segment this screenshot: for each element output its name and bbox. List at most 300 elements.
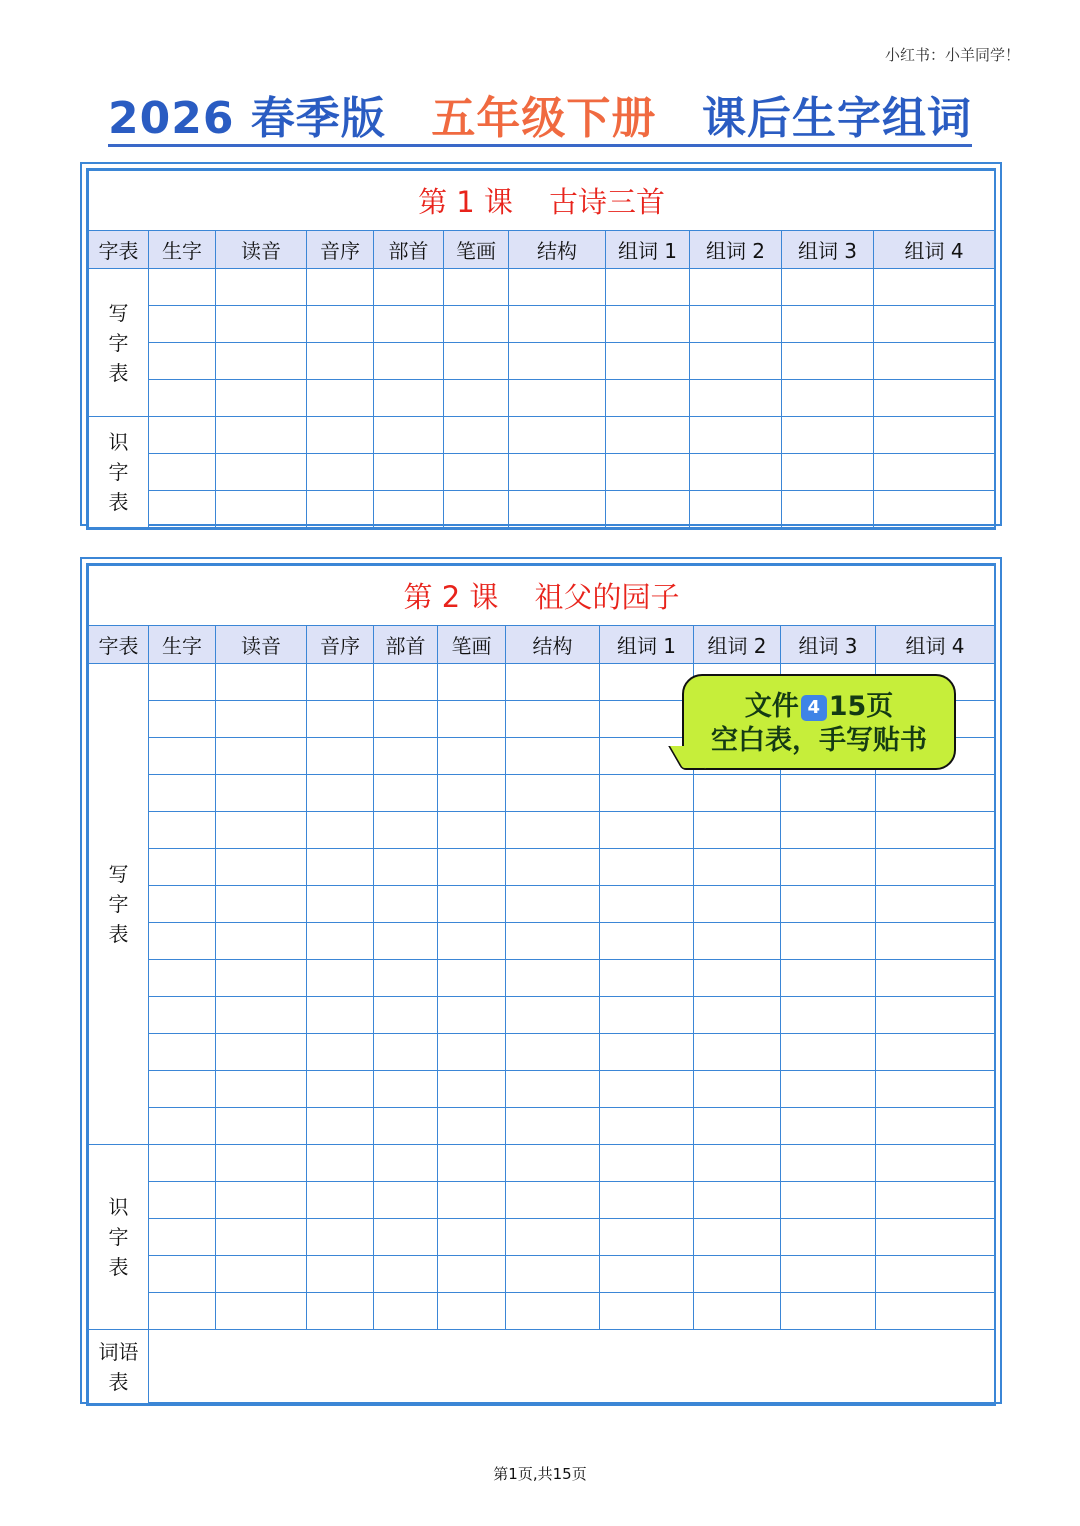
blank-cell[interactable] xyxy=(694,960,781,997)
blank-cell[interactable] xyxy=(149,1145,216,1182)
table-row xyxy=(89,1293,995,1330)
blank-cell[interactable] xyxy=(509,417,606,454)
blank-cell[interactable] xyxy=(444,269,509,306)
blank-cell[interactable] xyxy=(876,775,995,812)
lesson-1-sheet xyxy=(80,162,1002,526)
blank-cell[interactable] xyxy=(876,1219,995,1256)
blank-cell[interactable] xyxy=(438,1145,506,1182)
blank-cell[interactable] xyxy=(506,1182,600,1219)
blank-cell[interactable] xyxy=(444,417,509,454)
blank-cell[interactable] xyxy=(149,1293,216,1330)
blank-cell[interactable] xyxy=(690,343,782,380)
table-row xyxy=(89,380,995,417)
column-header: 笔画 xyxy=(444,231,509,269)
blank-cell[interactable] xyxy=(374,1219,438,1256)
blank-cell[interactable] xyxy=(876,1108,995,1145)
page-number: 第1页,共15页 xyxy=(493,1465,587,1483)
table-row xyxy=(89,1108,995,1145)
blank-cell[interactable] xyxy=(374,886,438,923)
lesson-1-heading xyxy=(89,171,995,231)
blank-cell[interactable] xyxy=(216,1034,307,1071)
column-header: 组词 4 xyxy=(876,626,995,664)
blank-cell[interactable] xyxy=(876,849,995,886)
blank-cell[interactable] xyxy=(374,306,444,343)
blank-cell[interactable] xyxy=(694,1256,781,1293)
lesson-2-heading xyxy=(89,566,995,626)
blank-cell[interactable] xyxy=(690,491,782,528)
blank-cell[interactable] xyxy=(149,380,216,417)
blank-cell[interactable] xyxy=(374,1071,438,1108)
lesson-1-header-row xyxy=(89,231,995,269)
blank-cell[interactable] xyxy=(694,997,781,1034)
blank-cell[interactable] xyxy=(781,960,876,997)
blank-cell[interactable] xyxy=(600,1256,694,1293)
blank-cell[interactable] xyxy=(444,454,509,491)
blank-cell[interactable] xyxy=(874,343,995,380)
blank-cell[interactable] xyxy=(874,454,995,491)
blank-cell[interactable] xyxy=(874,306,995,343)
table-row xyxy=(89,491,995,528)
blank-cell[interactable] xyxy=(438,960,506,997)
blank-cell[interactable] xyxy=(438,886,506,923)
blank-cell[interactable] xyxy=(506,886,600,923)
blank-cell[interactable] xyxy=(216,306,307,343)
lesson-2-number: 第 2 课 xyxy=(403,580,499,614)
blank-cell[interactable] xyxy=(307,306,374,343)
blank-cell[interactable] xyxy=(600,849,694,886)
blank-cell[interactable] xyxy=(782,269,874,306)
column-header: 组词 1 xyxy=(600,626,694,664)
blank-cell[interactable] xyxy=(600,1071,694,1108)
blank-cell[interactable] xyxy=(781,923,876,960)
blank-cell[interactable] xyxy=(438,1034,506,1071)
blank-cell[interactable] xyxy=(374,997,438,1034)
blank-cell[interactable] xyxy=(600,812,694,849)
blank-cell[interactable] xyxy=(876,1145,995,1182)
blank-cell[interactable] xyxy=(690,306,782,343)
blank-cell[interactable] xyxy=(506,849,600,886)
blank-cell[interactable] xyxy=(307,664,374,701)
blank-cell[interactable] xyxy=(216,849,307,886)
blank-cell[interactable] xyxy=(782,306,874,343)
blank-cell[interactable] xyxy=(307,775,374,812)
blank-cell[interactable] xyxy=(506,775,600,812)
blank-cell[interactable] xyxy=(216,886,307,923)
blank-cell[interactable] xyxy=(694,886,781,923)
blank-cell[interactable] xyxy=(694,1182,781,1219)
table-row xyxy=(89,1145,995,1182)
lesson-1-read-section xyxy=(89,417,995,528)
blank-cell[interactable] xyxy=(374,417,444,454)
blank-cell[interactable] xyxy=(781,849,876,886)
blank-cell[interactable] xyxy=(374,738,438,775)
column-header: 结构 xyxy=(506,626,600,664)
blank-cell[interactable] xyxy=(149,960,216,997)
blank-cell[interactable] xyxy=(374,1256,438,1293)
blank-cell[interactable] xyxy=(438,1256,506,1293)
lesson-1-write-section xyxy=(89,269,995,417)
blank-cell[interactable] xyxy=(149,417,216,454)
blank-cell[interactable] xyxy=(374,454,444,491)
blank-cell[interactable] xyxy=(307,1145,374,1182)
write-chars-label: 写 字 表 xyxy=(89,269,149,417)
blank-cell[interactable] xyxy=(506,664,600,701)
blank-cell[interactable] xyxy=(216,343,307,380)
blank-cell[interactable] xyxy=(606,491,690,528)
blank-cell[interactable] xyxy=(149,775,216,812)
blank-cell[interactable] xyxy=(606,269,690,306)
blank-cell[interactable] xyxy=(307,269,374,306)
title-subject: 课后生字组词 xyxy=(702,93,972,144)
blank-cell[interactable] xyxy=(600,1293,694,1330)
lesson-2-name: 祖父的园子 xyxy=(534,580,680,614)
blank-cell[interactable] xyxy=(149,997,216,1034)
blank-cell[interactable] xyxy=(876,1034,995,1071)
blank-cell[interactable] xyxy=(149,886,216,923)
column-header: 音序 xyxy=(307,626,374,664)
blank-cell[interactable] xyxy=(438,1182,506,1219)
blank-cell[interactable] xyxy=(438,849,506,886)
table-row xyxy=(89,1034,995,1071)
blank-cell[interactable] xyxy=(509,491,606,528)
blank-cell[interactable] xyxy=(506,997,600,1034)
blank-cell[interactable] xyxy=(782,343,874,380)
blank-cell[interactable] xyxy=(216,1182,307,1219)
blank-cell[interactable] xyxy=(216,923,307,960)
blank-cell[interactable] xyxy=(149,269,216,306)
blank-cell[interactable] xyxy=(694,775,781,812)
blank-cell[interactable] xyxy=(307,701,374,738)
blank-cell[interactable] xyxy=(600,701,694,738)
blank-cell[interactable] xyxy=(438,1293,506,1330)
blank-cell[interactable] xyxy=(216,1108,307,1145)
blank-cell[interactable] xyxy=(438,1108,506,1145)
blank-cell[interactable] xyxy=(307,343,374,380)
blank-cell[interactable] xyxy=(600,1034,694,1071)
table-row xyxy=(89,1256,995,1293)
blank-cell[interactable] xyxy=(438,923,506,960)
blank-cell[interactable] xyxy=(781,1071,876,1108)
blank-cell[interactable] xyxy=(690,454,782,491)
blank-cell[interactable] xyxy=(438,775,506,812)
blank-cell[interactable] xyxy=(216,1293,307,1330)
blank-cell[interactable] xyxy=(374,923,438,960)
blank-cell[interactable] xyxy=(438,812,506,849)
column-header: 结构 xyxy=(509,231,606,269)
blank-cell[interactable] xyxy=(781,1219,876,1256)
blank-cell[interactable] xyxy=(874,269,995,306)
blank-cell[interactable] xyxy=(506,923,600,960)
column-header: 组词 2 xyxy=(694,626,781,664)
blank-cell[interactable] xyxy=(307,1108,374,1145)
blank-cell[interactable] xyxy=(374,1108,438,1145)
blank-cell[interactable] xyxy=(374,1182,438,1219)
blank-cell[interactable] xyxy=(781,1145,876,1182)
blank-cell[interactable] xyxy=(600,923,694,960)
blank-cell[interactable] xyxy=(876,1182,995,1219)
blank-cell[interactable] xyxy=(149,454,216,491)
column-header: 字表 xyxy=(89,231,149,269)
column-header: 生字 xyxy=(149,231,216,269)
blank-cell[interactable] xyxy=(149,923,216,960)
blank-cell[interactable] xyxy=(216,775,307,812)
blank-cell[interactable] xyxy=(216,454,307,491)
column-header: 组词 2 xyxy=(690,231,782,269)
blank-cell[interactable] xyxy=(374,664,438,701)
blank-cell[interactable] xyxy=(374,1034,438,1071)
blank-cell[interactable] xyxy=(307,1256,374,1293)
blank-cell[interactable] xyxy=(781,997,876,1034)
blank-cell[interactable] xyxy=(506,1034,600,1071)
blank-cell[interactable] xyxy=(600,664,694,701)
blank-cell[interactable] xyxy=(307,380,374,417)
blank-cell[interactable] xyxy=(781,1293,876,1330)
blank-cell[interactable] xyxy=(374,1145,438,1182)
table-row xyxy=(89,812,995,849)
table-row xyxy=(89,343,995,380)
blank-cell[interactable] xyxy=(149,701,216,738)
blank-cell[interactable] xyxy=(876,812,995,849)
blank-cell[interactable] xyxy=(438,1071,506,1108)
blank-cell[interactable] xyxy=(307,417,374,454)
blank-cell[interactable] xyxy=(149,1034,216,1071)
blank-cell[interactable] xyxy=(374,812,438,849)
blank-cell[interactable] xyxy=(690,417,782,454)
blank-cell[interactable] xyxy=(438,1219,506,1256)
title-grade: 五年级下册 xyxy=(431,93,657,144)
blank-cell[interactable] xyxy=(694,1071,781,1108)
blank-cell[interactable] xyxy=(374,849,438,886)
callout-line-2: 空白表，手写贴书 xyxy=(711,725,927,756)
blank-cell[interactable] xyxy=(874,491,995,528)
blank-cell[interactable] xyxy=(506,960,600,997)
blank-cell[interactable] xyxy=(307,1034,374,1071)
blank-cell[interactable] xyxy=(216,664,307,701)
blank-cell[interactable] xyxy=(216,491,307,528)
blank-cell[interactable] xyxy=(149,812,216,849)
watermark-text: 小红书：小羊同学！ xyxy=(884,46,1020,64)
blank-cell[interactable] xyxy=(149,1219,216,1256)
blank-cell[interactable] xyxy=(506,1108,600,1145)
blank-cell[interactable] xyxy=(216,269,307,306)
blank-cell[interactable] xyxy=(506,701,600,738)
table-row xyxy=(89,454,995,491)
blank-cell[interactable] xyxy=(876,1293,995,1330)
blank-cell[interactable] xyxy=(509,380,606,417)
blank-cell[interactable] xyxy=(149,738,216,775)
table-row xyxy=(89,1182,995,1219)
blank-cell[interactable] xyxy=(876,886,995,923)
blank-cell[interactable] xyxy=(694,812,781,849)
blank-cell[interactable] xyxy=(506,1256,600,1293)
blank-cell[interactable] xyxy=(216,1145,307,1182)
blank-cell[interactable] xyxy=(506,738,600,775)
blank-cell[interactable] xyxy=(149,664,216,701)
blank-cell[interactable] xyxy=(509,343,606,380)
blank-cell[interactable] xyxy=(216,960,307,997)
blank-cell[interactable] xyxy=(876,1071,995,1108)
blank-cell[interactable] xyxy=(438,701,506,738)
blank-cell[interactable] xyxy=(374,491,444,528)
blank-cell[interactable] xyxy=(374,343,444,380)
blank-cell[interactable] xyxy=(600,1219,694,1256)
blank-cell[interactable] xyxy=(876,997,995,1034)
blank-cell[interactable] xyxy=(876,960,995,997)
blank-cell[interactable] xyxy=(781,1034,876,1071)
blank-cell[interactable] xyxy=(216,738,307,775)
blank-cell[interactable] xyxy=(438,997,506,1034)
blank-cell[interactable] xyxy=(690,380,782,417)
blank-cell[interactable] xyxy=(444,380,509,417)
word-list-blank[interactable] xyxy=(149,1330,995,1404)
blank-cell[interactable] xyxy=(149,849,216,886)
promo-callout xyxy=(682,674,956,770)
blank-cell[interactable] xyxy=(374,960,438,997)
blank-cell[interactable] xyxy=(374,1293,438,1330)
blank-cell[interactable] xyxy=(307,1071,374,1108)
read-chars-label: 识 字 表 xyxy=(89,1145,149,1330)
blank-cell[interactable] xyxy=(876,1256,995,1293)
lesson-2-header-row xyxy=(89,626,995,664)
blank-cell[interactable] xyxy=(307,886,374,923)
blank-cell[interactable] xyxy=(600,997,694,1034)
blank-cell[interactable] xyxy=(782,454,874,491)
blank-cell[interactable] xyxy=(444,491,509,528)
blank-cell[interactable] xyxy=(606,306,690,343)
blank-cell[interactable] xyxy=(600,1145,694,1182)
column-header: 组词 1 xyxy=(606,231,690,269)
blank-cell[interactable] xyxy=(782,380,874,417)
blank-cell[interactable] xyxy=(444,343,509,380)
table-row xyxy=(89,1219,995,1256)
blank-cell[interactable] xyxy=(509,454,606,491)
blank-cell[interactable] xyxy=(307,738,374,775)
blank-cell[interactable] xyxy=(606,343,690,380)
blank-cell[interactable] xyxy=(781,1182,876,1219)
blank-cell[interactable] xyxy=(307,812,374,849)
keycap-number-icon: 4 xyxy=(801,695,827,721)
blank-cell[interactable] xyxy=(307,1293,374,1330)
blank-cell[interactable] xyxy=(506,1145,600,1182)
table-row xyxy=(89,960,995,997)
blank-cell[interactable] xyxy=(694,1108,781,1145)
blank-cell[interactable] xyxy=(781,1256,876,1293)
column-header: 部首 xyxy=(374,626,438,664)
blank-cell[interactable] xyxy=(216,380,307,417)
blank-cell[interactable] xyxy=(149,1182,216,1219)
blank-cell[interactable] xyxy=(216,1256,307,1293)
blank-cell[interactable] xyxy=(694,1145,781,1182)
blank-cell[interactable] xyxy=(694,1293,781,1330)
blank-cell[interactable] xyxy=(694,923,781,960)
blank-cell[interactable] xyxy=(781,1108,876,1145)
blank-cell[interactable] xyxy=(506,1219,600,1256)
blank-cell[interactable] xyxy=(690,269,782,306)
table-row xyxy=(89,1071,995,1108)
blank-cell[interactable] xyxy=(216,1071,307,1108)
blank-cell[interactable] xyxy=(694,849,781,886)
blank-cell[interactable] xyxy=(506,1293,600,1330)
blank-cell[interactable] xyxy=(216,701,307,738)
blank-cell[interactable] xyxy=(438,738,506,775)
blank-cell[interactable] xyxy=(307,960,374,997)
blank-cell[interactable] xyxy=(149,1071,216,1108)
blank-cell[interactable] xyxy=(149,491,216,528)
blank-cell[interactable] xyxy=(374,775,438,812)
blank-cell[interactable] xyxy=(509,306,606,343)
blank-cell[interactable] xyxy=(781,812,876,849)
blank-cell[interactable] xyxy=(606,380,690,417)
table-row xyxy=(89,269,995,306)
blank-cell[interactable] xyxy=(149,1108,216,1145)
blank-cell[interactable] xyxy=(149,343,216,380)
blank-cell[interactable] xyxy=(694,1219,781,1256)
lesson-1-name: 古诗三首 xyxy=(548,185,665,219)
blank-cell[interactable] xyxy=(307,454,374,491)
blank-cell[interactable] xyxy=(307,849,374,886)
blank-cell[interactable] xyxy=(374,269,444,306)
blank-cell[interactable] xyxy=(874,417,995,454)
blank-cell[interactable] xyxy=(781,775,876,812)
table-row xyxy=(89,306,995,343)
blank-cell[interactable] xyxy=(307,997,374,1034)
blank-cell[interactable] xyxy=(876,923,995,960)
blank-cell[interactable] xyxy=(694,1034,781,1071)
blank-cell[interactable] xyxy=(874,380,995,417)
table-row xyxy=(89,886,995,923)
blank-cell[interactable] xyxy=(600,1108,694,1145)
column-header: 组词 4 xyxy=(874,231,995,269)
title-edition: 2026 春季版 xyxy=(108,93,386,144)
blank-cell[interactable] xyxy=(374,380,444,417)
blank-cell[interactable] xyxy=(600,775,694,812)
table-row xyxy=(89,849,995,886)
blank-cell[interactable] xyxy=(216,812,307,849)
blank-cell[interactable] xyxy=(307,1219,374,1256)
word-list-label: 词语 表 xyxy=(89,1330,149,1404)
blank-cell[interactable] xyxy=(216,417,307,454)
blank-cell[interactable] xyxy=(216,997,307,1034)
column-header: 读音 xyxy=(216,626,307,664)
blank-cell[interactable] xyxy=(606,417,690,454)
column-header: 字表 xyxy=(89,626,149,664)
blank-cell[interactable] xyxy=(307,1182,374,1219)
blank-cell[interactable] xyxy=(307,923,374,960)
lesson-2-word-row xyxy=(89,1330,995,1404)
blank-cell[interactable] xyxy=(782,491,874,528)
blank-cell[interactable] xyxy=(307,491,374,528)
blank-cell[interactable] xyxy=(600,960,694,997)
document-title xyxy=(108,84,972,147)
lesson-2-read-section xyxy=(89,1145,995,1330)
blank-cell[interactable] xyxy=(149,306,216,343)
blank-cell[interactable] xyxy=(216,1219,307,1256)
blank-cell[interactable] xyxy=(600,886,694,923)
column-header: 音序 xyxy=(307,231,374,269)
blank-cell[interactable] xyxy=(444,306,509,343)
blank-cell[interactable] xyxy=(781,886,876,923)
table-row xyxy=(89,417,995,454)
blank-cell[interactable] xyxy=(438,664,506,701)
blank-cell[interactable] xyxy=(606,454,690,491)
blank-cell[interactable] xyxy=(506,1071,600,1108)
blank-cell[interactable] xyxy=(600,1182,694,1219)
blank-cell[interactable] xyxy=(149,1256,216,1293)
blank-cell[interactable] xyxy=(506,812,600,849)
blank-cell[interactable] xyxy=(782,417,874,454)
blank-cell[interactable] xyxy=(509,269,606,306)
blank-cell[interactable] xyxy=(374,701,438,738)
